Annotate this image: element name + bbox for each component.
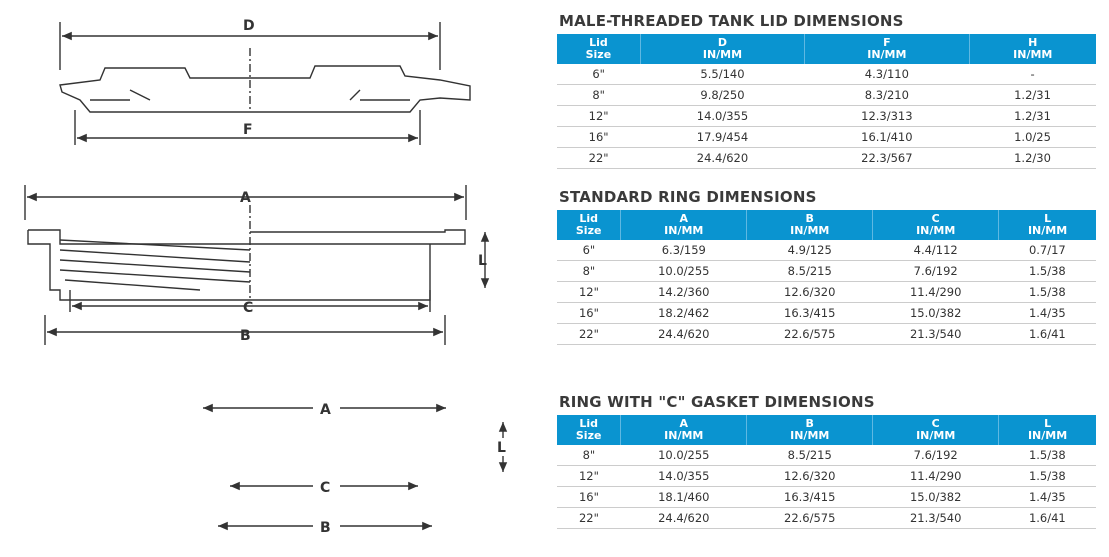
table-cell: - — [969, 64, 1096, 85]
header-line-2: IN/MM — [916, 224, 956, 237]
header-line-2: IN/MM — [790, 224, 830, 237]
table-cell: 8" — [557, 445, 621, 466]
label-c-gasket: C — [320, 480, 331, 496]
header-line-1: A — [679, 417, 689, 430]
table-cell: 15.0/382 — [873, 303, 999, 324]
table-cell: 14.2/360 — [621, 282, 747, 303]
label-l-gasket: L — [497, 440, 506, 456]
table-cell: 5.5/140 — [640, 64, 804, 85]
dimensions-table — [557, 415, 1096, 529]
header-line-2: IN/MM — [790, 429, 830, 442]
header-line-2: IN/MM — [664, 429, 704, 442]
table-cell: 17.9/454 — [640, 127, 804, 148]
header-line-1: Lid — [589, 36, 608, 49]
table-cell: 8" — [557, 261, 621, 282]
table-cell: 6" — [557, 64, 640, 85]
label-a: A — [240, 190, 251, 206]
table-cell: 4.3/110 — [805, 64, 969, 85]
header-line-1: L — [1044, 212, 1052, 225]
header-line-1: B — [805, 212, 814, 225]
header-line-1: F — [883, 36, 891, 49]
table-cell: 24.4/620 — [621, 508, 747, 529]
table-row — [557, 487, 1096, 508]
table-cell: 1.5/38 — [999, 261, 1096, 282]
table-cell: 1.5/38 — [999, 466, 1096, 487]
column-header — [873, 210, 999, 240]
table-row — [557, 445, 1096, 466]
column-header — [747, 415, 873, 445]
table-cell: 1.5/38 — [999, 445, 1096, 466]
header-row — [557, 210, 1096, 240]
header-line-1: B — [805, 417, 814, 430]
table-cell: 9.8/250 — [640, 85, 804, 106]
header-line-1: L — [1044, 417, 1052, 430]
label-l: L — [478, 253, 487, 269]
table-cell: 8.3/210 — [805, 85, 969, 106]
table-cell: 1.2/31 — [969, 106, 1096, 127]
table-row — [557, 240, 1096, 261]
label-d: D — [243, 18, 255, 34]
table-cell: 18.2/462 — [621, 303, 747, 324]
table-cell: 14.0/355 — [621, 466, 747, 487]
table-cell: 21.3/540 — [873, 508, 999, 529]
header-line-2: Size — [575, 224, 602, 237]
table-cell: 15.0/382 — [873, 487, 999, 508]
column-header — [640, 34, 804, 64]
label-a-gasket: A — [320, 402, 331, 418]
gasket-ring-dimension-arrows — [203, 408, 503, 526]
column-header — [873, 415, 999, 445]
label-b: B — [240, 328, 251, 344]
table-cell: 1.2/31 — [969, 85, 1096, 106]
table-cell: 4.9/125 — [747, 240, 873, 261]
table-cell: 1.4/35 — [999, 487, 1096, 508]
male-threaded-lid-section — [557, 12, 1096, 169]
dimension-diagrams — [0, 0, 550, 557]
column-header — [999, 210, 1096, 240]
dimensions-table — [557, 34, 1096, 169]
table-cell: 0.7/17 — [999, 240, 1096, 261]
header-line-2: Size — [575, 429, 602, 442]
column-header — [621, 210, 747, 240]
table-title: RING WITH "C" GASKET DIMENSIONS — [559, 393, 875, 411]
table-cell: 24.4/620 — [621, 324, 747, 345]
table-cell: 12.6/320 — [747, 282, 873, 303]
table-cell: 12" — [557, 106, 640, 127]
table-cell: 22" — [557, 148, 640, 169]
column-header — [621, 415, 747, 445]
table-cell: 16" — [557, 487, 621, 508]
table-cell: 22" — [557, 508, 621, 529]
header-line-1: Lid — [579, 212, 598, 225]
table-cell: 1.6/41 — [999, 508, 1096, 529]
table-cell: 21.3/540 — [873, 324, 999, 345]
table-cell: 22" — [557, 324, 621, 345]
table-cell: 12" — [557, 466, 621, 487]
table-cell: 16" — [557, 127, 640, 148]
header-line-2: Size — [585, 48, 612, 61]
table-cell: 7.6/192 — [873, 445, 999, 466]
table-row — [557, 324, 1096, 345]
column-header — [557, 415, 621, 445]
header-line-1: C — [931, 417, 940, 430]
header-line-1: H — [1028, 36, 1038, 49]
table-cell: 10.0/255 — [621, 261, 747, 282]
label-c: C — [243, 300, 254, 316]
table-cell: 11.4/290 — [873, 282, 999, 303]
header-line-2: IN/MM — [916, 429, 956, 442]
header-line-1: D — [717, 36, 728, 49]
label-f: F — [243, 122, 253, 138]
table-row — [557, 466, 1096, 487]
table-row — [557, 508, 1096, 529]
table-row — [557, 303, 1096, 324]
table-cell: 12.3/313 — [805, 106, 969, 127]
column-header — [557, 34, 640, 64]
header-line-2: IN/MM — [702, 48, 743, 61]
header-line-1: C — [931, 212, 940, 225]
column-header — [557, 210, 621, 240]
table-row — [557, 148, 1096, 169]
table-cell: 22.3/567 — [805, 148, 969, 169]
header-row — [557, 415, 1096, 445]
table-cell: 12.6/320 — [747, 466, 873, 487]
table-cell: 10.0/255 — [621, 445, 747, 466]
table-cell: 6" — [557, 240, 621, 261]
tank-lid-drawing — [60, 22, 470, 145]
table-cell: 12" — [557, 282, 621, 303]
header-line-2: IN/MM — [867, 48, 907, 61]
header-line-2: IN/MM — [664, 224, 704, 237]
table-row — [557, 85, 1096, 106]
table-cell: 16.1/410 — [805, 127, 969, 148]
column-header — [969, 34, 1096, 64]
header-row — [557, 34, 1096, 64]
table-cell: 8.5/215 — [747, 261, 873, 282]
table-cell: 22.6/575 — [747, 324, 873, 345]
header-line-2: IN/MM — [1027, 429, 1068, 442]
table-cell: 24.4/620 — [640, 148, 804, 169]
standard-ring-section — [557, 188, 1096, 345]
label-b-gasket: B — [320, 520, 331, 536]
standard-ring-drawing — [25, 185, 485, 345]
table-cell: 1.5/38 — [999, 282, 1096, 303]
table-cell: 11.4/290 — [873, 466, 999, 487]
table-row — [557, 261, 1096, 282]
table-cell: 14.0/355 — [640, 106, 804, 127]
table-cell: 18.1/460 — [621, 487, 747, 508]
table-cell: 7.6/192 — [873, 261, 999, 282]
table-cell: 22.6/575 — [747, 508, 873, 529]
table-cell: 1.6/41 — [999, 324, 1096, 345]
column-header — [999, 415, 1096, 445]
table-cell: 8.5/215 — [747, 445, 873, 466]
header-line-2: IN/MM — [1013, 48, 1053, 61]
header-line-2: IN/MM — [1027, 224, 1068, 237]
dimensions-table — [557, 210, 1096, 345]
table-cell: 1.4/35 — [999, 303, 1096, 324]
gasket-ring-section — [557, 393, 1096, 529]
table-row — [557, 64, 1096, 85]
table-cell: 16.3/415 — [747, 303, 873, 324]
table-title: STANDARD RING DIMENSIONS — [559, 188, 817, 206]
table-cell: 16.3/415 — [747, 487, 873, 508]
header-line-1: A — [679, 212, 689, 225]
table-cell: 16" — [557, 303, 621, 324]
table-cell: 8" — [557, 85, 640, 106]
table-row — [557, 106, 1096, 127]
column-header — [805, 34, 969, 64]
column-header — [747, 210, 873, 240]
table-title: MALE-THREADED TANK LID DIMENSIONS — [559, 12, 904, 30]
table-row — [557, 127, 1096, 148]
table-cell: 4.4/112 — [873, 240, 999, 261]
table-cell: 1.2/30 — [969, 148, 1096, 169]
table-cell: 1.0/25 — [969, 127, 1096, 148]
header-line-1: Lid — [579, 417, 598, 430]
table-row — [557, 282, 1096, 303]
table-cell: 6.3/159 — [621, 240, 747, 261]
